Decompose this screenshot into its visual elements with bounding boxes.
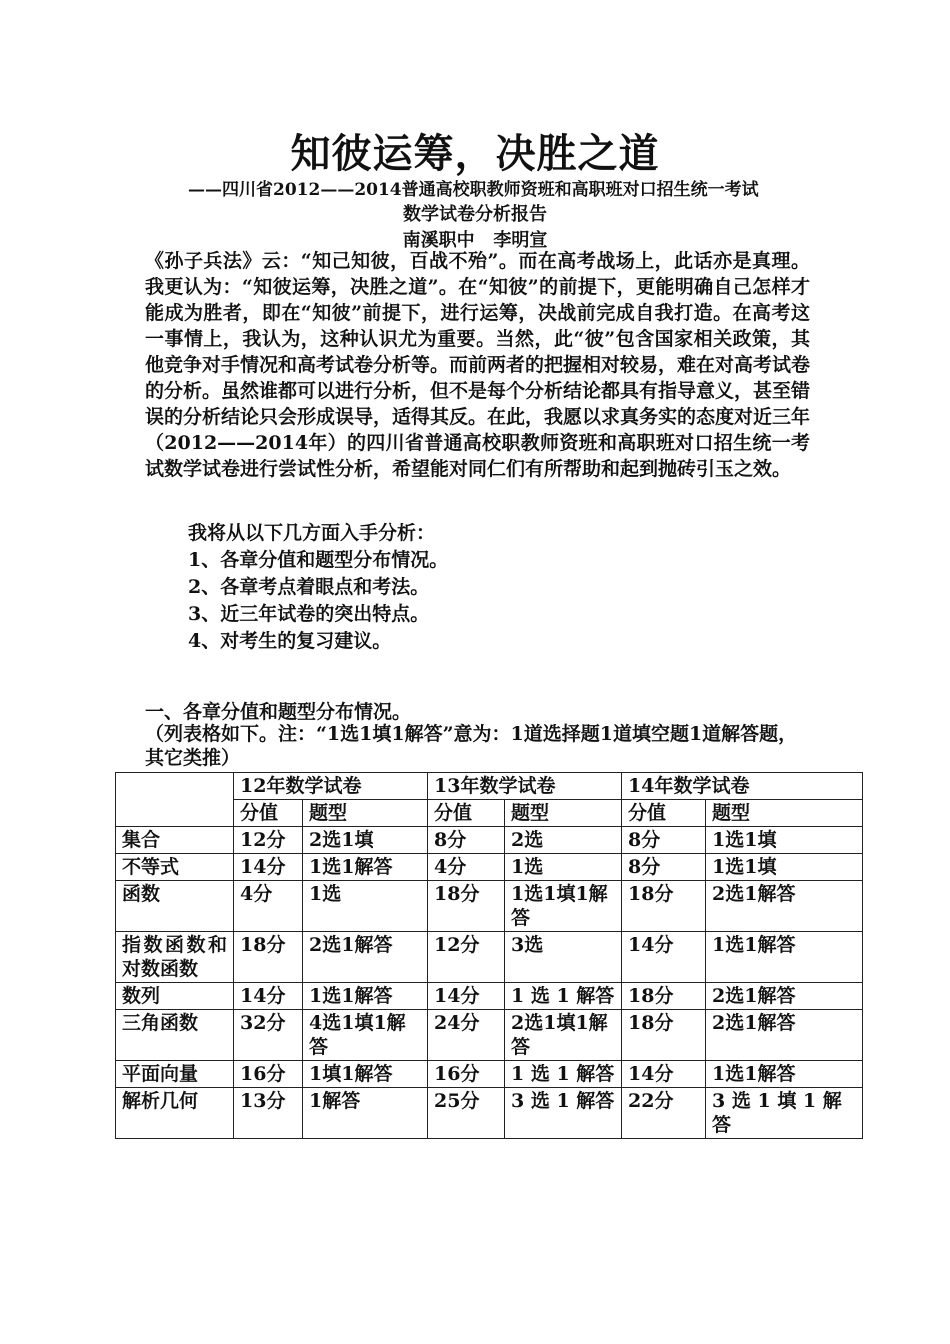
header-year-2014: 14年数学试卷 — [622, 773, 863, 800]
type-cell: 1选1填 — [706, 827, 863, 854]
outline-item: 2、各章考点着眼点和考法。 — [188, 576, 430, 598]
type-cell: 1解答 — [303, 1088, 428, 1139]
table-row — [116, 1061, 863, 1088]
document-title: 知彼运筹，决胜之道 — [290, 131, 660, 177]
header-score: 分值 — [428, 800, 505, 827]
type-cell: 1选 — [505, 854, 622, 881]
score-cell: 18分 — [234, 932, 303, 983]
type-cell: 1选1解答 — [706, 932, 863, 983]
score-cell: 14分 — [428, 983, 505, 1010]
table-row — [116, 1088, 863, 1139]
table-row — [116, 1010, 863, 1061]
score-cell: 12分 — [428, 932, 505, 983]
chapter-cell: 三角函数 — [116, 1010, 234, 1061]
table-note: （列表格如下。注：“1选1填1解答”意为：1道选择题1道填空题1道解答题，其它类推） — [145, 723, 798, 769]
score-cell: 14分 — [234, 854, 303, 881]
type-cell: 2选1解答 — [303, 932, 428, 983]
type-cell: 1 选 1 解答 — [505, 983, 622, 1010]
document-subtitle: ——四川省2012——2014普通高校职教师资班和高职班对口招生统一考试 — [188, 180, 759, 200]
type-cell: 1选 — [303, 881, 428, 932]
type-cell: 4选1填1解答 — [303, 1010, 428, 1061]
score-cell: 24分 — [428, 1010, 505, 1061]
table-row — [116, 854, 863, 881]
header-type: 题型 — [505, 800, 622, 827]
type-cell: 2选1填1解答 — [505, 1010, 622, 1061]
type-cell: 2选 — [505, 827, 622, 854]
type-cell: 1填1解答 — [303, 1061, 428, 1088]
score-cell: 22分 — [622, 1088, 706, 1139]
header-type: 题型 — [706, 800, 863, 827]
score-distribution-table — [115, 772, 863, 1139]
type-cell: 2选1填 — [303, 827, 428, 854]
intro-paragraph: 《孙子兵法》云：“知己知彼，百战不殆”。而在高考战场上，此话亦是真理。我更认为：“知彼运筹，决胜之道”。在“知彼”的前提下，更能明确自己怎样才能成为胜者，即在“知彼”前提下，进行运筹，决战前完成自我打造。在高考这一事情上，我认为，这种认识尤为重要。当然，此“彼”包含国家相关政策，其他竞争对手情况和高考试卷分析等。而前两者的把握相对较易，难在对高考试卷的分析。虽然谁都可以进行分析，但不是每个分析结论都具有指导意义，甚至错误的分析结论只会形成误导，适得其反。在此，我愿以求真务实的态度对近三年（2012——2014年）的四川省普通高校职教师资班和高职班对口招生统一考试数学试卷进行尝试性分析，希望能对同仁们有所帮助和起到抛砖引玉之效。 — [145, 250, 811, 480]
type-cell: 1选1解答 — [303, 983, 428, 1010]
score-cell: 4分 — [234, 881, 303, 932]
table-row — [116, 983, 863, 1010]
chapter-cell: 平面向量 — [116, 1061, 234, 1088]
type-cell: 1选1解答 — [706, 1061, 863, 1088]
score-cell: 8分 — [428, 827, 505, 854]
type-cell: 3选 — [505, 932, 622, 983]
type-cell: 1选1填 — [706, 854, 863, 881]
score-cell: 16分 — [234, 1061, 303, 1088]
outline-item: 1、各章分值和题型分布情况。 — [188, 549, 449, 571]
outline-item: 4、对考生的复习建议。 — [188, 630, 392, 652]
score-cell: 18分 — [428, 881, 505, 932]
score-cell: 18分 — [622, 1010, 706, 1061]
intro-section — [145, 248, 810, 482]
outline-item: 3、近三年试卷的突出特点。 — [188, 603, 430, 625]
score-cell: 8分 — [622, 827, 706, 854]
score-cell: 18分 — [622, 881, 706, 932]
type-cell: 1 选 1 解答 — [505, 1061, 622, 1088]
chapter-cell: 解析几何 — [116, 1088, 234, 1139]
score-cell: 8分 — [622, 854, 706, 881]
chapter-cell: 不等式 — [116, 854, 234, 881]
score-cell: 4分 — [428, 854, 505, 881]
chapter-cell: 数列 — [116, 983, 234, 1010]
table-row — [116, 932, 863, 983]
header-score: 分值 — [234, 800, 303, 827]
outline-lead: 我将从以下几方面入手分析： — [188, 522, 436, 544]
header-type: 题型 — [303, 800, 428, 827]
chapter-cell: 指数函数和对数函数 — [116, 932, 234, 983]
score-cell: 14分 — [622, 932, 706, 983]
table-header-row — [116, 773, 863, 800]
section-heading: 一、各章分值和题型分布情况。 — [145, 701, 412, 723]
type-cell: 2选1解答 — [706, 1010, 863, 1061]
header-score: 分值 — [622, 800, 706, 827]
score-cell: 14分 — [234, 983, 303, 1010]
header-year-2012: 12年数学试卷 — [234, 773, 428, 800]
report-name: 数学试卷分析报告 — [403, 204, 547, 225]
table-row — [116, 827, 863, 854]
type-cell: 3 选 1 解答 — [505, 1088, 622, 1139]
outline-list — [188, 520, 448, 655]
score-cell: 32分 — [234, 1010, 303, 1061]
chapter-cell: 集合 — [116, 827, 234, 854]
score-cell: 16分 — [428, 1061, 505, 1088]
header-year-2013: 13年数学试卷 — [428, 773, 622, 800]
type-cell: 1选1填1解答 — [505, 881, 622, 932]
score-cell: 25分 — [428, 1088, 505, 1139]
type-cell: 2选1解答 — [706, 881, 863, 932]
score-cell: 14分 — [622, 1061, 706, 1088]
type-cell: 1选1解答 — [303, 854, 428, 881]
score-cell: 18分 — [622, 983, 706, 1010]
table-row — [116, 881, 863, 932]
author-line: 南溪职中 李明宣 — [402, 230, 548, 251]
score-cell: 13分 — [234, 1088, 303, 1139]
chapter-cell: 函数 — [116, 881, 234, 932]
score-cell: 12分 — [234, 827, 303, 854]
header-blank-cell — [116, 773, 234, 827]
type-cell: 2选1解答 — [706, 983, 863, 1010]
type-cell: 3 选 1 填 1 解答 — [706, 1088, 863, 1139]
